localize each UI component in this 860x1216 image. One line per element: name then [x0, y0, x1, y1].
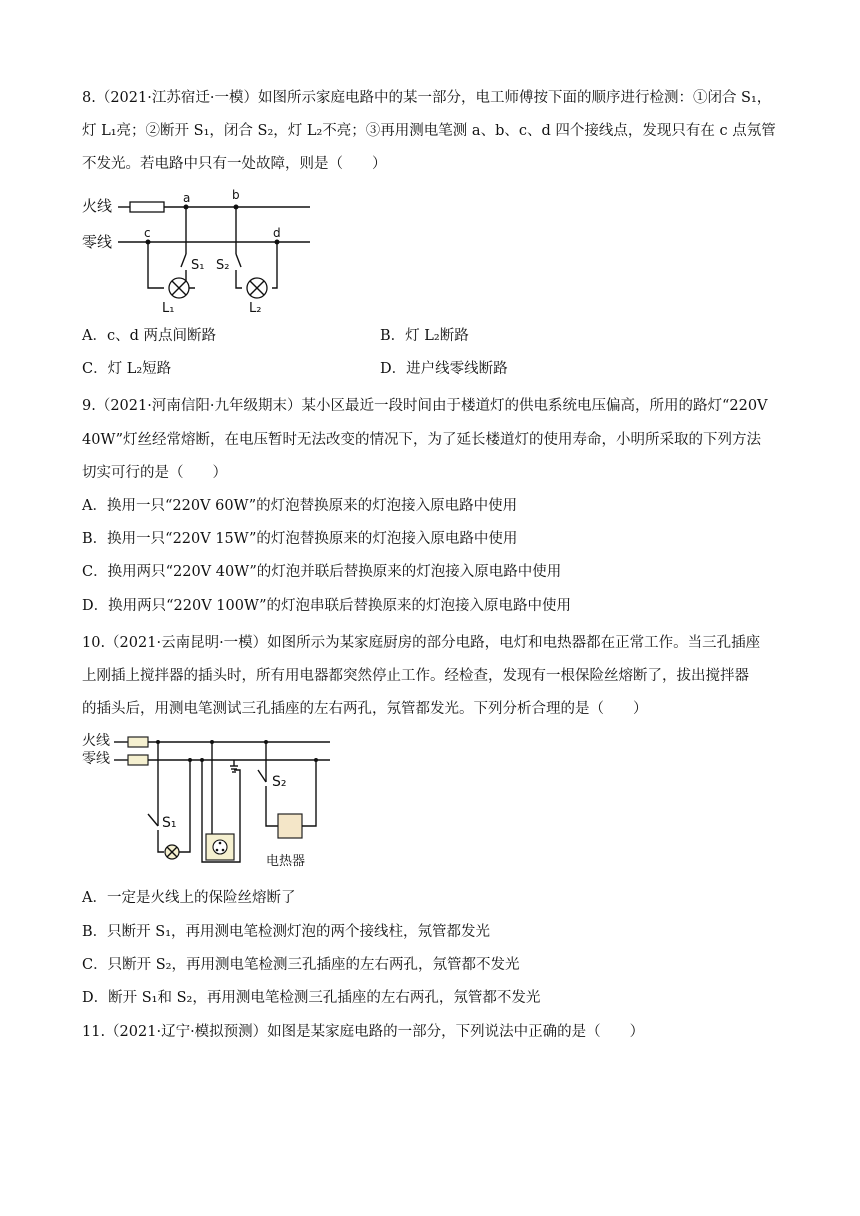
- q10-s1-label: S₁: [162, 815, 177, 831]
- q8-l2-label: L₂: [249, 301, 262, 316]
- q8-option-c: C．灯 L₂短路: [82, 361, 172, 377]
- q10-neutral-label: 零线: [82, 751, 110, 767]
- q10-s2-label: S₂: [272, 774, 287, 790]
- q10-stem-line3: 的插头后，用测电笔测试三孔插座的左右两孔，氖管都发光。下列分析合理的是（ ）: [82, 701, 648, 717]
- q10-option-b: B．只断开 S₁，再用测电笔检测灯泡的两个接线柱，氖管都发光: [82, 924, 491, 940]
- point-c: c: [144, 226, 151, 240]
- q10-stem-line2: 上刚插上搅拌器的插头时，所有用电器都突然停止工作。经检查，发现有一根保险丝熔断了，拔出搅拌器: [82, 668, 749, 684]
- q9-option-c: C．换用两只“220V 40W”的灯泡并联后替换原来的灯泡接入原电路中使用: [82, 564, 562, 580]
- q9-option-a: A．换用一只“220V 60W”的灯泡替换原来的灯泡接入原电路中使用: [82, 498, 518, 514]
- q10-stem-line1: 10.（2021·云南昆明·一模）如图所示为某家庭厨房的部分电路，电灯和电热器都在正常工作。当三孔插座: [82, 635, 761, 651]
- q8-l1-label: L₁: [162, 301, 175, 316]
- q10-circuit-figure: [80, 730, 340, 878]
- q8-s1-label: S₁: [191, 258, 205, 273]
- q8-s2-label: S₂: [216, 258, 230, 273]
- point-d: d: [273, 226, 281, 240]
- q8-option-d: D．进户线零线断路: [380, 361, 508, 377]
- q8-stem-line3: 不发光。若电路中只有一处故障，则是（ ）: [82, 156, 387, 172]
- q11-stem-line1: 11.（2021·辽宁·模拟预测）如图是某家庭电路的一部分，下列说法中正确的是（ ）: [82, 1024, 645, 1040]
- q10-option-c: C．只断开 S₂，再用测电笔检测三孔插座的左右两孔，氖管都不发光: [82, 957, 520, 973]
- q8-stem-line2: 灯 L₁亮；②断开 S₁，闭合 S₂，灯 L₂不亮；③再用测电笔测 a、b、c、d 四个接线点，发现只有在 c 点氖管: [82, 123, 776, 139]
- fuse-icon: [130, 202, 164, 212]
- q8-option-a: A．c、d 两点间断路: [82, 328, 216, 344]
- point-b: b: [232, 188, 240, 202]
- q9-stem-line1: 9.（2021·河南信阳·九年级期末）某小区最近一段时间由于楼道灯的供电系统电压偏高，所用的路灯“220V: [82, 398, 768, 414]
- q9-stem-line3: 切实可行的是（ ）: [82, 465, 227, 481]
- q10-option-a: A．一定是火线上的保险丝熔断了: [82, 890, 296, 906]
- q8-option-b: B．灯 L₂断路: [380, 328, 469, 344]
- q9-option-b: B．换用一只“220V 15W”的灯泡替换原来的灯泡接入原电路中使用: [82, 531, 518, 547]
- q8-live-label: 火线: [82, 197, 113, 215]
- q9-stem-line2: 40W”灯丝经常熔断，在电压暂时无法改变的情况下，为了延长楼道灯的使用寿命，小明所采取的下列方法: [82, 432, 762, 448]
- fuse-icon: [128, 755, 148, 765]
- q10-heater-label: 电热器: [266, 854, 306, 869]
- q9-option-d: D．换用两只“220V 100W”的灯泡串联后替换原来的灯泡接入原电路中使用: [82, 598, 572, 614]
- q10-live-label: 火线: [82, 733, 110, 749]
- fuse-icon: [128, 737, 148, 747]
- point-a: a: [183, 191, 191, 205]
- heater-icon: [278, 814, 302, 838]
- q10-option-d: D．断开 S₁和 S₂，再用测电笔检测三孔插座的左右两孔，氖管都不发光: [82, 990, 541, 1006]
- q8-neutral-label: 零线: [82, 233, 113, 251]
- q8-stem-line1: 8.（2021·江苏宿迁·一模）如图所示家庭电路中的某一部分，电工师傅按下面的顺序进行检测：①闭合 S₁，: [82, 90, 772, 106]
- q8-circuit-figure: [78, 188, 318, 318]
